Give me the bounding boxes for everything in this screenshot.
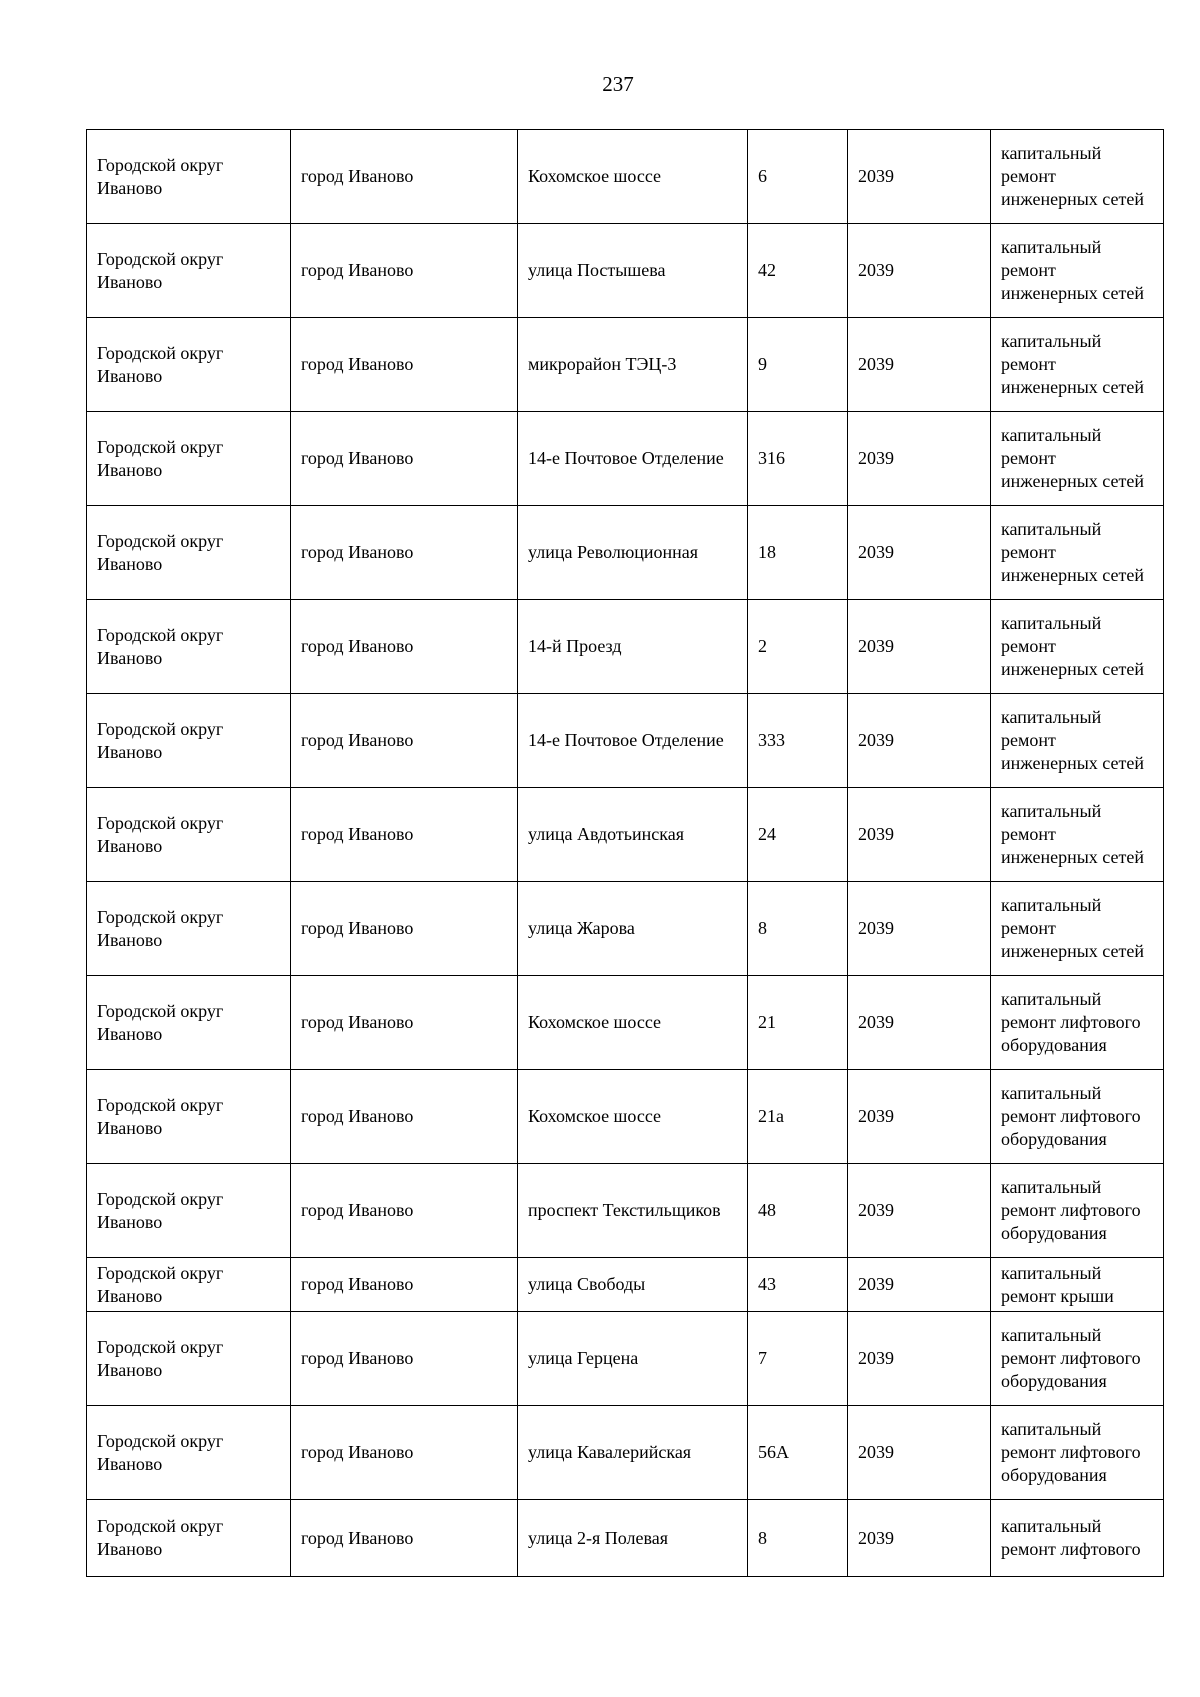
city-cell: город Иваново [291,694,518,788]
house-number-cell: 9 [748,318,848,412]
repair-schedule-table [86,129,1164,1577]
house-number-cell: 18 [748,506,848,600]
table-row [87,1500,1164,1577]
work-type-cell: капитальный ремонт инженерных сетей [991,882,1164,976]
table-row [87,130,1164,224]
street-cell: 14-е Почтовое Отделение [518,412,748,506]
district-cell: Городской округ Иваново [87,1164,291,1258]
street-cell: 14-е Почтовое Отделение [518,694,748,788]
year-cell: 2039 [848,130,991,224]
district-cell: Городской округ Иваново [87,1406,291,1500]
year-cell: 2039 [848,506,991,600]
work-type-cell: капитальный ремонт лифтового оборудования [991,1312,1164,1406]
year-cell: 2039 [848,1258,991,1312]
district-cell: Городской округ Иваново [87,1312,291,1406]
district-cell: Городской округ Иваново [87,506,291,600]
house-number-cell: 333 [748,694,848,788]
work-type-cell: капитальный ремонт лифтового оборудования [991,976,1164,1070]
work-type-cell: капитальный ремонт лифтового оборудования [991,1164,1164,1258]
year-cell: 2039 [848,1500,991,1577]
district-cell: Городской округ Иваново [87,788,291,882]
work-type-cell: капитальный ремонт инженерных сетей [991,506,1164,600]
house-number-cell: 2 [748,600,848,694]
district-cell: Городской округ Иваново [87,1500,291,1577]
district-cell: Городской округ Иваново [87,694,291,788]
street-cell: проспект Текстильщиков [518,1164,748,1258]
year-cell: 2039 [848,694,991,788]
year-cell: 2039 [848,882,991,976]
year-cell: 2039 [848,224,991,318]
table-row [87,976,1164,1070]
house-number-cell: 42 [748,224,848,318]
street-cell: улица 2-я Полевая [518,1500,748,1577]
street-cell: Кохомское шоссе [518,1070,748,1164]
table-row [87,1070,1164,1164]
table-row [87,694,1164,788]
district-cell: Городской округ Иваново [87,976,291,1070]
city-cell: город Иваново [291,882,518,976]
table-row [87,318,1164,412]
table-row [87,600,1164,694]
work-type-cell: капитальный ремонт инженерных сетей [991,412,1164,506]
table-row [87,788,1164,882]
work-type-cell: капитальный ремонт лифтового оборудования [991,1070,1164,1164]
street-cell: 14-й Проезд [518,600,748,694]
year-cell: 2039 [848,1406,991,1500]
street-cell: улица Авдотьинская [518,788,748,882]
street-cell: улица Постышева [518,224,748,318]
house-number-cell: 8 [748,882,848,976]
district-cell: Городской округ Иваново [87,318,291,412]
house-number-cell: 21 [748,976,848,1070]
street-cell: улица Жарова [518,882,748,976]
work-type-cell: капитальный ремонт крыши [991,1258,1164,1312]
street-cell: улица Кавалерийская [518,1406,748,1500]
year-cell: 2039 [848,788,991,882]
year-cell: 2039 [848,318,991,412]
year-cell: 2039 [848,412,991,506]
district-cell: Городской округ Иваново [87,1258,291,1312]
table-body [87,130,1164,1577]
work-type-cell: капитальный ремонт инженерных сетей [991,600,1164,694]
work-type-cell: капитальный ремонт лифтового оборудования [991,1406,1164,1500]
year-cell: 2039 [848,1164,991,1258]
house-number-cell: 56А [748,1406,848,1500]
work-type-cell: капитальный ремонт инженерных сетей [991,318,1164,412]
house-number-cell: 316 [748,412,848,506]
district-cell: Городской округ Иваново [87,130,291,224]
table-row [87,506,1164,600]
city-cell: город Иваново [291,318,518,412]
district-cell: Городской округ Иваново [87,224,291,318]
street-cell: микрорайон ТЭЦ-3 [518,318,748,412]
table-row [87,412,1164,506]
house-number-cell: 7 [748,1312,848,1406]
city-cell: город Иваново [291,1406,518,1500]
street-cell: Кохомское шоссе [518,130,748,224]
table-row [87,224,1164,318]
city-cell: город Иваново [291,412,518,506]
district-cell: Городской округ Иваново [87,412,291,506]
house-number-cell: 24 [748,788,848,882]
house-number-cell: 8 [748,1500,848,1577]
city-cell: город Иваново [291,506,518,600]
district-cell: Городской округ Иваново [87,1070,291,1164]
work-type-cell: капитальный ремонт инженерных сетей [991,224,1164,318]
city-cell: город Иваново [291,976,518,1070]
city-cell: город Иваново [291,130,518,224]
table-row [87,882,1164,976]
table-row [87,1258,1164,1312]
city-cell: город Иваново [291,1312,518,1406]
district-cell: Городской округ Иваново [87,882,291,976]
city-cell: город Иваново [291,1070,518,1164]
street-cell: улица Герцена [518,1312,748,1406]
city-cell: город Иваново [291,1164,518,1258]
house-number-cell: 6 [748,130,848,224]
city-cell: город Иваново [291,1500,518,1577]
table-row [87,1164,1164,1258]
work-type-cell: капитальный ремонт инженерных сетей [991,788,1164,882]
city-cell: город Иваново [291,224,518,318]
city-cell: город Иваново [291,1258,518,1312]
table-row [87,1406,1164,1500]
page-number: 237 [602,72,634,96]
city-cell: город Иваново [291,600,518,694]
house-number-cell: 21а [748,1070,848,1164]
street-cell: Кохомское шоссе [518,976,748,1070]
table-row [87,1312,1164,1406]
year-cell: 2039 [848,1312,991,1406]
house-number-cell: 43 [748,1258,848,1312]
work-type-cell: капитальный ремонт инженерных сетей [991,694,1164,788]
year-cell: 2039 [848,976,991,1070]
work-type-cell: капитальный ремонт лифтового [991,1500,1164,1577]
district-cell: Городской округ Иваново [87,600,291,694]
year-cell: 2039 [848,600,991,694]
street-cell: улица Свободы [518,1258,748,1312]
work-type-cell: капитальный ремонт инженерных сетей [991,130,1164,224]
street-cell: улица Революционная [518,506,748,600]
year-cell: 2039 [848,1070,991,1164]
house-number-cell: 48 [748,1164,848,1258]
city-cell: город Иваново [291,788,518,882]
